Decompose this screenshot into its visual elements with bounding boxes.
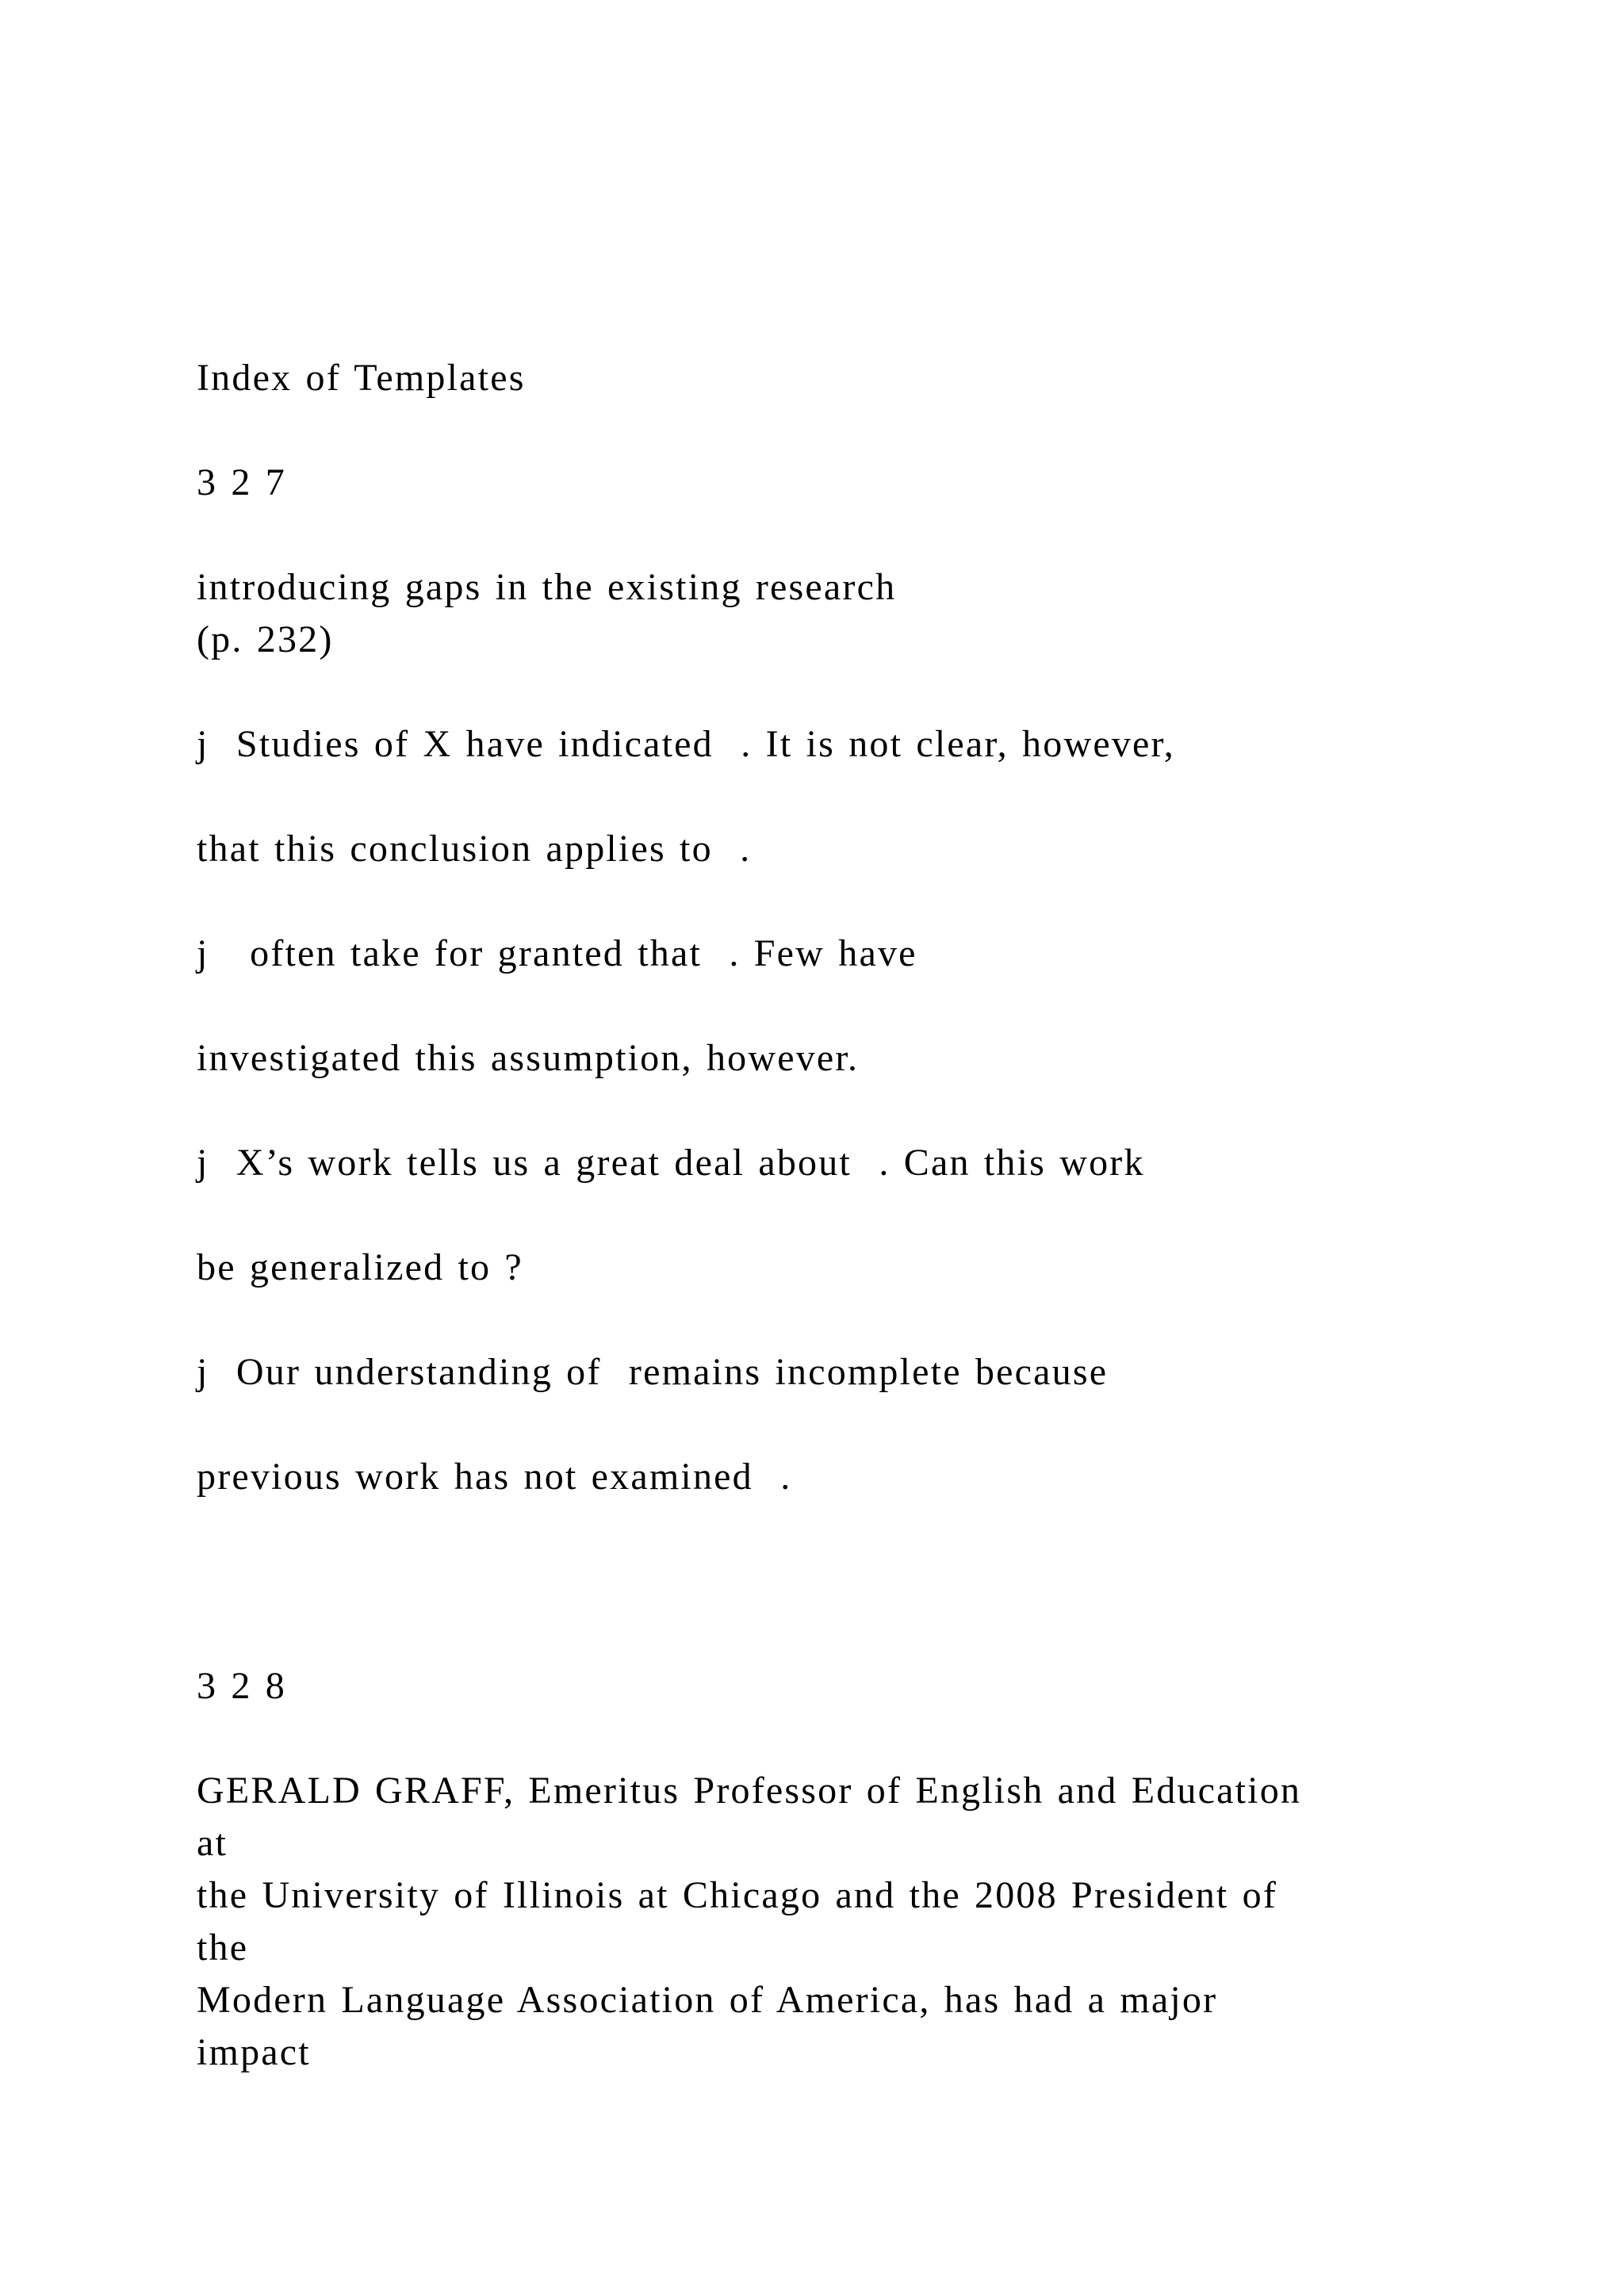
page-number: 3 2 7 [197, 461, 286, 503]
template-line: be generalized to ? [197, 1246, 523, 1288]
template-line: investigated this assumption, however. [197, 1037, 860, 1079]
template-line: j Our understanding of remains incomplete because [197, 1351, 1109, 1393]
body-text-line: the [197, 1927, 249, 1969]
template-line: previous work has not examined . [197, 1456, 792, 1498]
section-page-reference: (p. 232) [197, 618, 334, 660]
running-header: Index of Templates [197, 357, 526, 399]
template-line: that this conclusion applies to . [197, 828, 752, 870]
template-line: j often take for granted that . Few have [197, 932, 917, 974]
template-line: j Studies of X have indicated . It is not clear, however, [197, 723, 1175, 765]
template-line: j X’s work tells us a great deal about . Can this work [197, 1142, 1145, 1184]
body-text-line: the University of Illinois at Chicago and the 2008 President of [197, 1874, 1278, 1916]
page-number: 3 2 8 [197, 1665, 286, 1707]
body-text-line: Modern Language Association of America, has had a major [197, 1979, 1218, 2021]
body-text-line: at [197, 1822, 228, 1864]
body-text-line: GERALD GRAFF, Emeritus Professor of English and Education [197, 1770, 1302, 1812]
body-text-line: impact [197, 2031, 311, 2073]
section-heading: introducing gaps in the existing research [197, 566, 897, 608]
